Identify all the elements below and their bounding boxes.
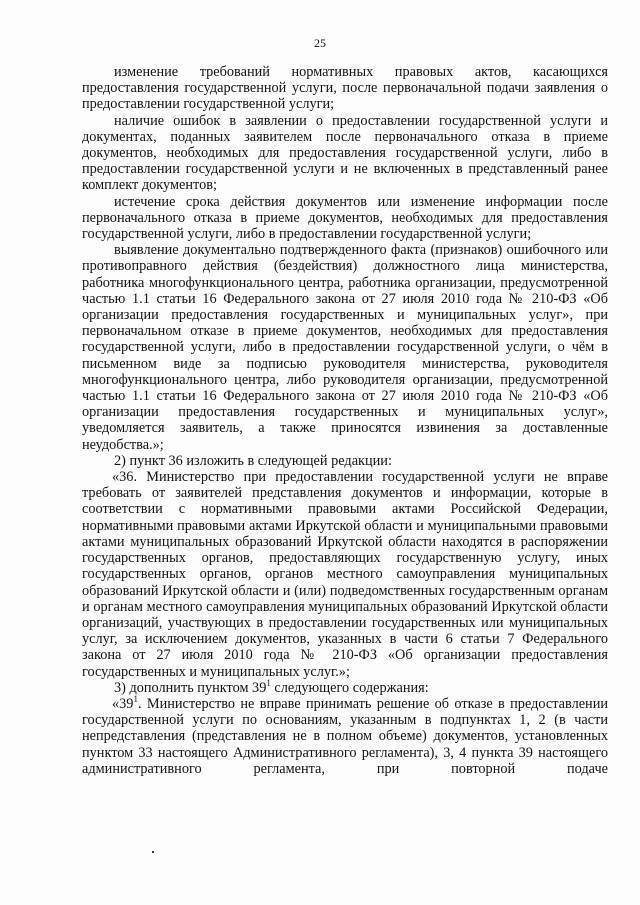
paragraph: изменение требований нормативных правовых актов, касающихся предоставления государственной услуги, после первоначальной подачи заявления о предоставлении государственной услуги; bbox=[82, 64, 608, 113]
document-body bbox=[82, 64, 608, 777]
paragraph-text: «39 bbox=[112, 695, 134, 712]
page-number: 25 bbox=[314, 36, 326, 50]
superscript: 1 bbox=[266, 677, 271, 688]
paragraph: истечение срока действия документов или изменение информации после первоначального отказа в приеме документов, необходимых для предоставления государственной услуги, либо в предоставлении государственной услуги; bbox=[82, 193, 608, 243]
paragraph-text: . Министерство не вправе принимать решение об отказе в предоставлении государственной услуги по основаниям, указанным в подпунктах 1, 2 (в части непредставления (представления не в полном объеме) документов, установленных пунктом 33 настоящего Административного регламента), 3, 4 пункта 39 настоящего административного регламента, при повторной подаче bbox=[82, 695, 608, 777]
paragraph-text: 3) дополнить пунктом 39 bbox=[114, 679, 267, 696]
paragraph: 2) пункт 36 изложить в следующей редакции: bbox=[114, 452, 392, 469]
paragraph bbox=[82, 677, 608, 696]
paragraph-text: следующего содержания: bbox=[270, 679, 429, 696]
scan-speck bbox=[152, 851, 154, 853]
paragraph: выявление документально подтвержденного факта (признаков) ошибочного или противоправного действия (бездействия) должностного лица министерства, работника многофункционального центра, работника организации, предусмотренной частью 1.1 статьи 16 Федерального закона от 27 июля 2010 года № 210-ФЗ «Об организации предоставления государственных и муниципальных услуг», при первоначальном отказе в приеме документов, необходимых для предоставления государственной услуги, либо в предоставлении государственной услуги, о чём в письменном виде за подписью руководителя министерства, руководителя многофункционального центра, либо руководителя организации, предусмотренной частью 1.1 статьи 16 Федерального закона от 27 июля 2010 года № 210-ФЗ «Об организации предоставления государственных и муниципальных услуг», уведомляется заявитель, а также приносятся извинения за доставленные неудобства.»; bbox=[82, 242, 608, 453]
superscript: 1 bbox=[133, 694, 138, 705]
paragraph: наличие ошибок в заявлении о предоставлении государственной услуги и документах, поданных заявителем после первоначального отказа в приеме документов, необходимых для предоставления государственной услуги, либо в предоставлении государственной услуги и не включенных в представленный ранее комплект документов; bbox=[82, 112, 608, 194]
paragraph: «36. Министерство при предоставлении государственной услуги не вправе требовать от заявителей представления документов и информации, которые в соответствии с нормативными правовыми актами Российской Федерации, нормативными правовыми актами Иркутской области и муниципальными правовыми актами муниципальных образований Иркутской области находятся в распоряжении государственных органов, предоставляющих государственную услугу, иных государственных органов, органов местного самоуправления муниципальных образований Иркутской области и (или) подведомственных государственным органам и органам местного самоуправления муниципальных образований Иркутской области организаций, участвующих в предоставлении государственных или муниципальных услуг, за исключением документов, указанных в части 6 статьи 7 Федерального закона от 27 июля 2010 года № 210-ФЗ «Об организации предоставления государственных и муниципальных услуг.»; bbox=[82, 469, 608, 680]
paragraph bbox=[82, 696, 608, 777]
